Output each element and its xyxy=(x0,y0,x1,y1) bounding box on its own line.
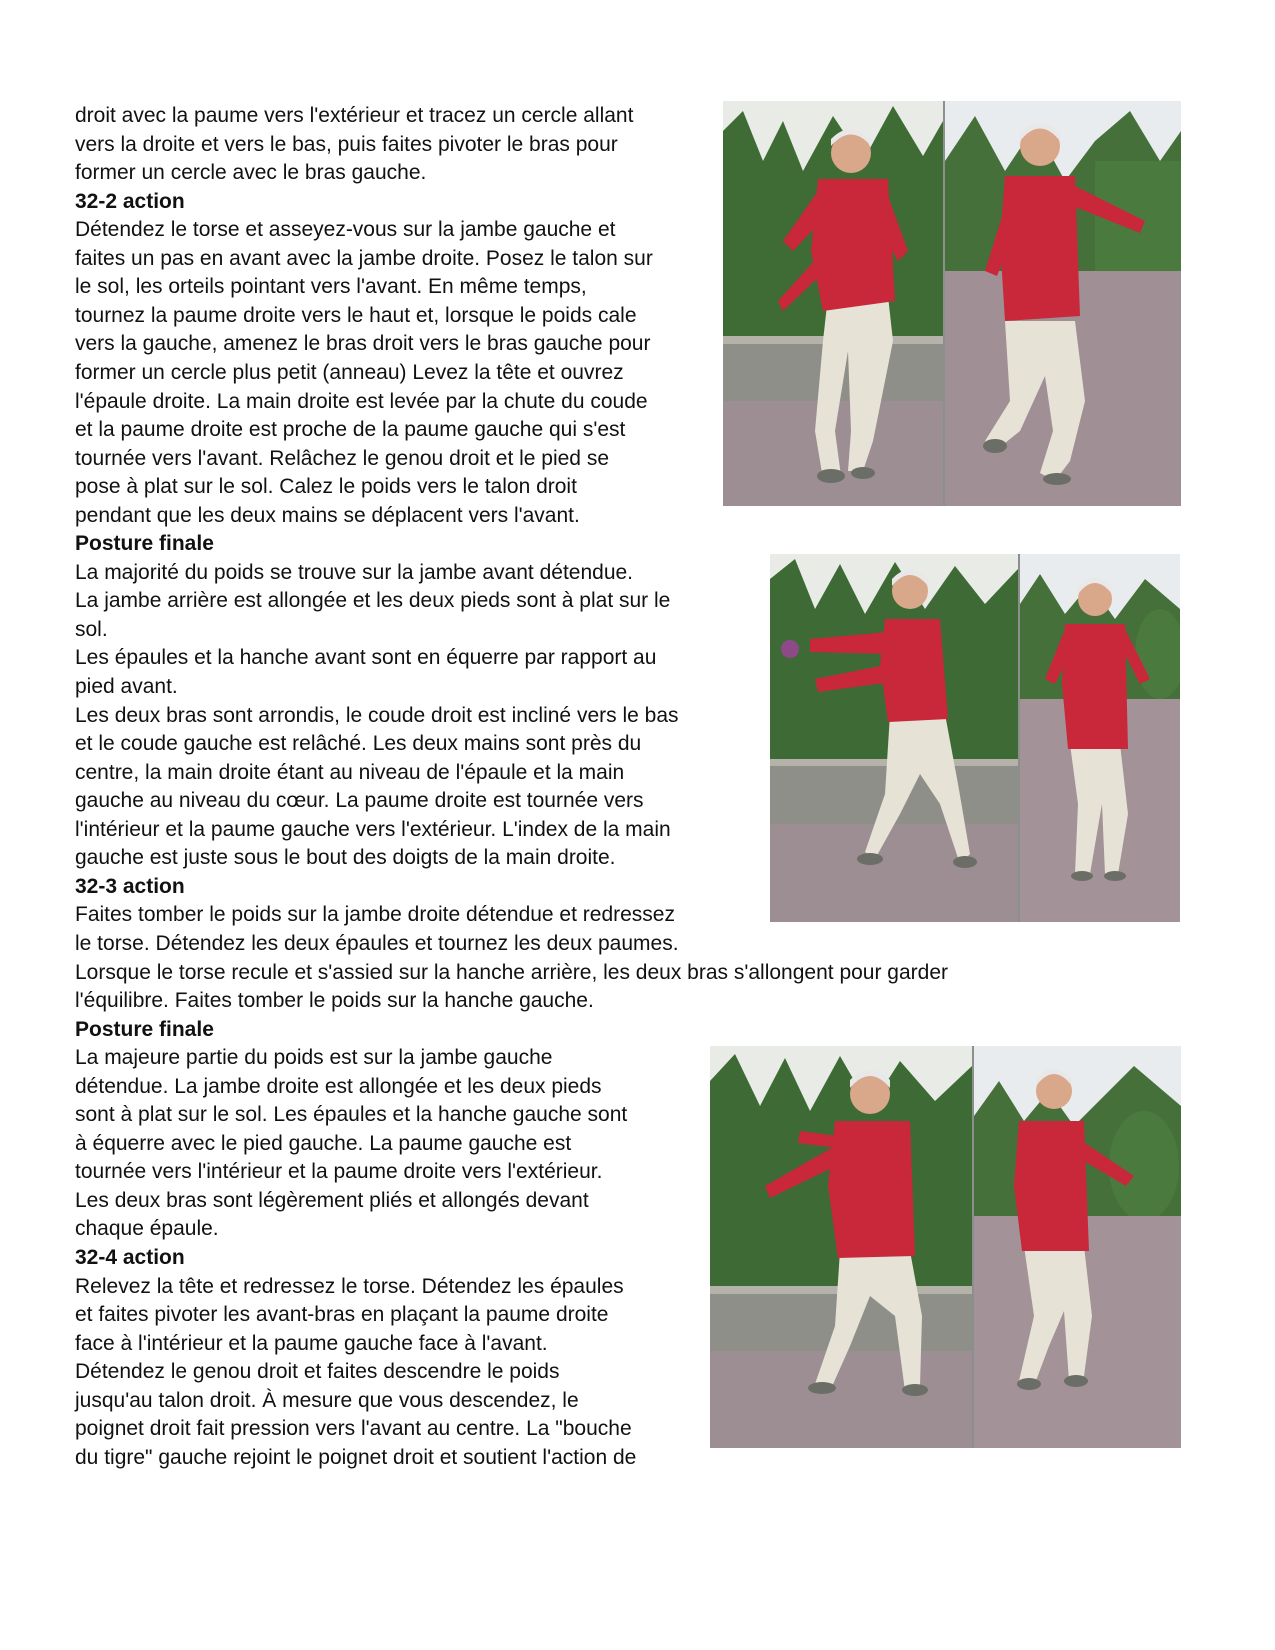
text-line: l'équilibre. Faites tomber le poids sur la hanche gauche. xyxy=(75,989,594,1013)
text-line: vers la droite et vers le bas, puis faites pivoter le bras pour xyxy=(75,132,618,156)
text-line: Faites tomber le poids sur la jambe droite détendue et redressez xyxy=(75,903,675,927)
text-line: l'épaule droite. La main droite est levée par la chute du coude xyxy=(75,389,648,413)
text-line: La jambe arrière est allongée et les deux pieds sont à plat sur le xyxy=(75,589,671,613)
text-line: La majorité du poids se trouve sur la jambe avant détendue. xyxy=(75,560,634,584)
text-line: tournée vers l'intérieur et la paume droite vers l'extérieur. xyxy=(75,1160,603,1184)
text-line: et le coude gauche est relâché. Les deux mains sont près du xyxy=(75,732,642,756)
text-line: détendue. La jambe droite est allongée et les deux pieds xyxy=(75,1074,602,1098)
text-line: pendant que les deux mains se déplacent vers l'avant. xyxy=(75,503,580,527)
text-line: centre, la main droite étant au niveau de l'épaule et la main xyxy=(75,760,625,784)
text-line: Les épaules et la hanche avant sont en équerre par rapport au xyxy=(75,646,657,670)
text-line: former un cercle avec le bras gauche. xyxy=(75,161,427,185)
photo-32-2-panel-front xyxy=(723,101,943,506)
text-line: gauche est juste sous le bout des doigts de la main droite. xyxy=(75,846,616,870)
text-line: droit avec la paume vers l'extérieur et tracez un cercle allant xyxy=(75,104,634,127)
text-line: et faites pivoter les avant-bras en plaçant la paume droite xyxy=(75,1303,609,1327)
text-line: tournée vers l'avant. Relâchez le genou droit et le pied se xyxy=(75,446,610,470)
text-line: face à l'intérieur et la paume gauche face à l'avant. xyxy=(75,1331,548,1355)
text-line: Détendez le torse et asseyez-vous sur la jambe gauche et xyxy=(75,218,616,242)
text-line: le sol, les orteils pointant vers l'avant. En même temps, xyxy=(75,275,587,299)
photo-32-3-posture-finale xyxy=(710,1046,1181,1448)
text-line: l'intérieur et la paume gauche vers l'extérieur. L'index de la main xyxy=(75,817,671,841)
photo-32-2-posture-finale xyxy=(770,554,1180,922)
section-heading: 32-2 action xyxy=(75,189,185,213)
text-line: pose à plat sur le sol. Calez le poids vers le talon droit xyxy=(75,475,577,499)
text-line: La majeure partie du poids est sur la jambe gauche xyxy=(75,1046,553,1070)
text-line: sont à plat sur le sol. Les épaules et la hanche gauche sont xyxy=(75,1103,628,1127)
photo-32-3-panel-side xyxy=(974,1046,1181,1448)
text-line: Les deux bras sont légèrement pliés et allongés devant xyxy=(75,1188,589,1212)
text-line: jusqu'au talon droit. À mesure que vous descendez, le xyxy=(75,1388,579,1412)
text-line: Lorsque le torse recule et s'assied sur la hanche arrière, les deux bras s'allongent pour garder xyxy=(75,960,949,984)
text-line: tournez la paume droite vers le haut et, lorsque le poids cale xyxy=(75,303,637,327)
photo-posture-panel-side xyxy=(1020,554,1180,922)
photo-32-2-panel-side xyxy=(945,101,1181,506)
text-line: Les deux bras sont arrondis, le coude droit est incliné vers le bas xyxy=(75,703,679,727)
section-heading: 32-4 action xyxy=(75,1246,185,1269)
text-line: pied avant. xyxy=(75,675,178,698)
text-line: vers la gauche, amenez le bras droit vers le bras gauche pour xyxy=(75,332,651,356)
section-heading: Posture finale xyxy=(75,532,214,556)
photo-32-3-panel-front xyxy=(710,1046,972,1448)
text-line: sol. xyxy=(75,617,108,641)
text-line: poignet droit fait pression vers l'avant au centre. La "bouche xyxy=(75,1417,632,1441)
text-line: à équerre avec le pied gauche. La paume gauche est xyxy=(75,1131,572,1155)
section-heading: 32-3 action xyxy=(75,874,185,898)
photo-posture-panel-front xyxy=(770,554,1018,922)
text-line: Relevez la tête et redressez le torse. Détendez les épaules xyxy=(75,1274,624,1298)
text-line: faites un pas en avant avec la jambe droite. Posez le talon sur xyxy=(75,246,653,270)
text-line: et la paume droite est proche de la paume gauche qui s'est xyxy=(75,418,626,442)
text-line: gauche au niveau du cœur. La paume droite est tournée vers xyxy=(75,789,644,813)
text-line: former un cercle plus petit (anneau) Levez la tête et ouvrez xyxy=(75,360,624,384)
photo-32-2-action xyxy=(723,101,1181,506)
section-heading: Posture finale xyxy=(75,1017,214,1041)
text-line: chaque épaule. xyxy=(75,1217,219,1241)
text-line: Détendez le genou droit et faites descendre le poids xyxy=(75,1360,560,1384)
text-line: le torse. Détendez les deux épaules et tournez les deux paumes. xyxy=(75,931,679,955)
text-line: du tigre" gauche rejoint le poignet droit et soutient l'action de xyxy=(75,1445,637,1469)
